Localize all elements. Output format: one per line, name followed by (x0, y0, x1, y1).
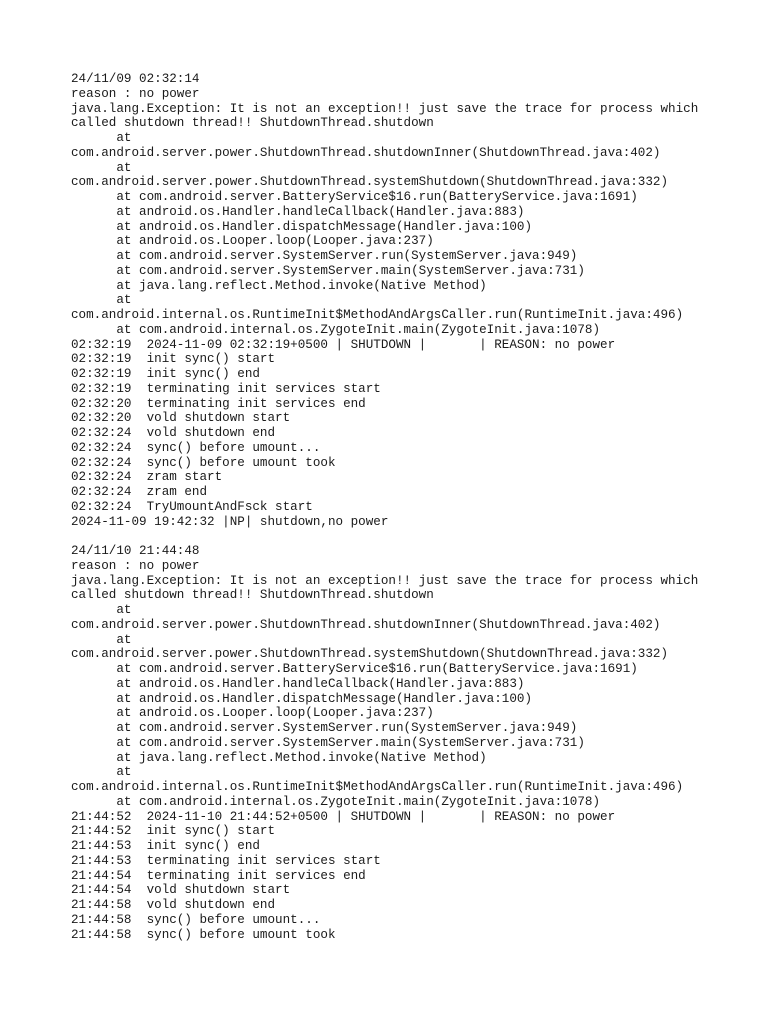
log-line: at com.android.server.SystemServer.main(SystemServer.java:731) (71, 735, 585, 750)
log-line: java.lang.Exception: It is not an exception!! just save the trace for process which (71, 101, 699, 116)
log-line: at android.os.Looper.loop(Looper.java:237) (71, 234, 434, 249)
log-line: at com.android.server.SystemServer.run(SystemServer.java:949) (71, 721, 578, 735)
log-line: at android.os.Handler.handleCallback(Handler.java:883) (71, 204, 525, 219)
log-line: 02:32:24 vold shutdown end (71, 426, 276, 440)
log-line: com.android.server.power.ShutdownThread.shutdownInner(ShutdownThread.java:402) (71, 145, 661, 160)
log-line: 02:32:20 vold shutdown start (71, 411, 291, 426)
log-line: at android.os.Handler.handleCallback(Handler.java:883) (71, 676, 525, 691)
log-line: com.android.server.power.ShutdownThread.systemShutdown(ShutdownThread.java:332) (71, 175, 669, 190)
log-line: 21:44:53 terminating init services start (71, 853, 381, 868)
log-line: 02:32:19 2024-11-09 02:32:19+0500 | SHUTDOWN | | REASON: no power (71, 337, 616, 352)
log-line: reason : no power (71, 86, 200, 101)
log-line: 02:32:19 init sync() end (71, 367, 260, 381)
log-line: 21:44:54 vold shutdown start (71, 883, 291, 898)
log-line: called shutdown thread!! ShutdownThread.shutdown (71, 116, 434, 131)
log-line: 21:44:52 2024-11-10 21:44:52+0500 | SHUTDOWN | | REASON: no power (71, 809, 616, 824)
log-line: 21:44:58 sync() before umount... (71, 912, 321, 927)
log-line: 02:32:20 terminating init services end (71, 396, 366, 411)
log-line: at java.lang.reflect.Method.invoke(Native Method) (71, 750, 487, 765)
log-line: at com.android.server.SystemServer.main(SystemServer.java:731) (71, 263, 585, 278)
log-line: 02:32:24 zram end (71, 485, 208, 499)
log-line: called shutdown thread!! ShutdownThread.shutdown (71, 588, 434, 603)
log-line: 21:44:58 sync() before umount took (71, 927, 336, 942)
log-block (71, 72, 761, 529)
log-line: at android.os.Looper.loop(Looper.java:237) (71, 706, 434, 721)
log-line: at com.android.server.SystemServer.run(SystemServer.java:949) (71, 249, 578, 263)
log-line: 2024-11-09 19:42:32 |NP| shutdown,no power (71, 514, 389, 529)
log-line: 02:32:24 sync() before umount... (71, 440, 321, 455)
log-line: at com.android.server.BatteryService$16.run(BatteryService.java:1691) (71, 190, 638, 204)
log-line: 02:32:19 init sync() start (71, 352, 276, 367)
log-line: 21:44:54 terminating init services end (71, 868, 366, 883)
log-line: com.android.server.power.ShutdownThread.shutdownInner(ShutdownThread.java:402) (71, 617, 661, 632)
log-line: 21:44:53 init sync() end (71, 839, 260, 853)
log-line: at (71, 632, 132, 647)
log-line: at (71, 765, 132, 780)
log-line: at com.android.internal.os.ZygoteInit.main(ZygoteInit.java:1078) (71, 794, 601, 809)
log-block (71, 544, 761, 942)
log-line: 02:32:19 terminating init services start (71, 381, 381, 396)
log-line: at android.os.Handler.dispatchMessage(Handler.java:100) (71, 219, 533, 234)
block-separator (71, 529, 761, 544)
log-line: at (71, 160, 132, 175)
log-line: 02:32:24 sync() before umount took (71, 455, 336, 470)
log-line: 21:44:52 init sync() start (71, 824, 276, 839)
log-line: at (71, 293, 132, 308)
log-line: java.lang.Exception: It is not an exception!! just save the trace for process which (71, 573, 699, 588)
log-line: com.android.internal.os.RuntimeInit$MethodAndArgsCaller.run(RuntimeInit.java:496) (71, 780, 684, 794)
log-line: at (71, 603, 132, 617)
log-line: 02:32:24 TryUmountAndFsck start (71, 499, 313, 514)
log-line: reason : no power (71, 558, 200, 573)
log-line: at com.android.server.BatteryService$16.run(BatteryService.java:1691) (71, 662, 638, 676)
log-document (71, 72, 761, 942)
log-line: com.android.server.power.ShutdownThread.systemShutdown(ShutdownThread.java:332) (71, 647, 669, 662)
log-line: 24/11/09 02:32:14 (71, 72, 200, 86)
log-line: at com.android.internal.os.ZygoteInit.main(ZygoteInit.java:1078) (71, 322, 601, 337)
log-line: 21:44:58 vold shutdown end (71, 898, 276, 912)
log-line: 02:32:24 zram start (71, 470, 223, 485)
log-line: at android.os.Handler.dispatchMessage(Handler.java:100) (71, 691, 533, 706)
log-line: at (71, 131, 132, 145)
log-line: 24/11/10 21:44:48 (71, 544, 200, 558)
log-line: com.android.internal.os.RuntimeInit$MethodAndArgsCaller.run(RuntimeInit.java:496) (71, 308, 684, 322)
log-line: at java.lang.reflect.Method.invoke(Native Method) (71, 278, 487, 293)
